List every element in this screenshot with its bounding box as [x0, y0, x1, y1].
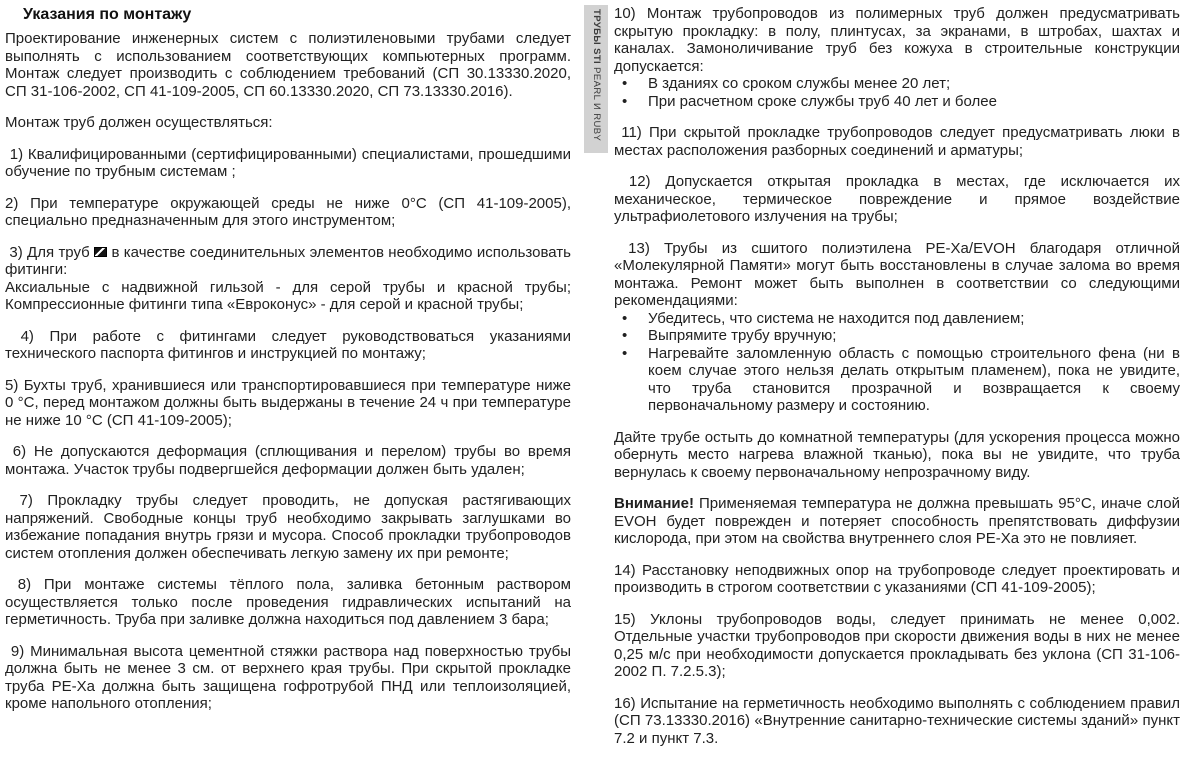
bullet-text: При расчетном сроке службы труб 40 лет и более — [648, 92, 997, 110]
paragraph: Монтаж труб должен осуществляться: — [5, 114, 273, 131]
bullet-icon: • — [622, 75, 628, 92]
bullet-item — [614, 345, 1180, 415]
side-tab-label-regular: PEARL И RUBY — [591, 64, 602, 142]
page-title: Указания по монтажу — [23, 6, 192, 23]
side-tab-column — [584, 5, 608, 153]
paragraph: 12) Допускается открытая прокладка в местах, где исключается их механическое, термическое повреждение и прямое воздействие ультрафиолетового излучения на трубы; — [614, 173, 1180, 225]
paragraph: 11) При скрытой прокладке трубопроводов следует предусматривать люки в местах расположения разборных соединений и арматуры; — [614, 124, 1180, 159]
paragraph-bold-lead: Внимание! — [614, 495, 694, 512]
sti-logo-icon — [94, 247, 107, 257]
paragraph: 7) Прокладку трубы следует проводить, не допуская растягивающих напряжений. Свободные концы труб необходимо закрывать заглушками во избежание попадания внутрь грязи и мусора. Способ прокладки трубопроводов систем отопления должен обеспечивать легкую замену их при ремонте; — [5, 492, 571, 562]
bullet-text: Убедитесь, что система не находится под давлением; — [648, 309, 1025, 327]
bullet-text: Выпрямите трубу вручную; — [648, 327, 837, 344]
paragraph: Проектирование инженерных систем с полиэтиленовыми трубами следует выполнять с использованием соответствующих компьютерных программ. Монтаж следует производить с соблюдением требований (СП 30.13330.2020, СП 31-106-2002, СП 41-109-2005, СП 60.13330.2020, СП 73.13330.2016). — [5, 30, 571, 100]
paragraph: 15) Уклоны трубопроводов воды, следует принимать не менее 0,002. Отдельные участки трубопроводов при скорости движения воды в них не менее 0,25 м/с при необходимости допускается прокладывать без уклона (СП 31-106-2002 П. 7.2.5.3); — [614, 610, 1180, 680]
right-column-blocks — [614, 5, 1180, 747]
paragraph: 3) Для труб в качестве соединительных элементов необходимо использовать фитинги: — [5, 243, 571, 278]
bullet-item — [614, 310, 1180, 328]
bullet-item — [614, 75, 1180, 93]
side-tab-label-bold: ТРУБЫ STI — [591, 9, 602, 65]
right-column — [614, 5, 1180, 761]
paragraph: 9) Минимальная высота цементной стяжки раствора над поверхностью трубы должна быть не менее 3 см. от верхнего края трубы. При скрытой прокладке труба РЕ-Ха должна быть защищена гофротрубой ПНД или теплоизоляцией, кроме напольного отопления; — [5, 642, 571, 712]
paragraph: 13) Трубы из сшитого полиэтилена PE-Xa/EVOH благодаря отличной «Молекулярной Памяти» могут быть восстановлены в случае залома во время монтажа. Ремонт может быть выполнен в соответствии со следующими рекомендациями: — [614, 239, 1180, 309]
bullet-icon: • — [622, 92, 628, 110]
paragraph: 2) При температуре окружающей среды не ниже 0°С (СП 41-109-2005), специально предназначенным для этого инструментом; — [5, 194, 571, 229]
paragraph: Аксиальные с надвижной гильзой - для серой трубы и красной трубы; Компрессионные фитинги типа «Евроконус» - для серой и красной трубы; — [5, 278, 571, 313]
bullet-item — [614, 327, 1180, 345]
paragraph: Дайте трубе остыть до комнатной температуры (для ускорения процесса можно обернуть место нагрева влажной тканью), пока вы не увидите, что труба вернулась к своему первоначальному непрозрачному виду. — [614, 428, 1180, 481]
paragraph: Внимание! Применяемая температура не должна превышать 95°С, иначе слой EVOH будет поврежден и потеряет способность препятствовать диффузии кислорода, при этом на свойства внутреннего слоя PE-Xa это не повлияет. — [614, 495, 1180, 547]
bullet-icon: • — [622, 327, 628, 344]
paragraph: 14) Расстановку неподвижных опор на трубопроводе следует проектировать и производить в строгом соответствии с указаниями (СП 41-109-2005); — [614, 561, 1180, 596]
pipes-side-tab — [584, 5, 608, 153]
paragraph: 4) При работе с фитингами следует руководствоваться указаниями технического паспорта фитингов и инструкцией по монтажу; — [5, 327, 571, 362]
bullet-text: В зданиях со сроком службы менее 20 лет; — [648, 75, 951, 92]
paragraph: 1) Квалифицированными (сертифицированными) специалистами, прошедшими обучение по трубным системам ; — [5, 145, 571, 180]
bullet-item — [614, 93, 1180, 111]
paragraph: 10) Монтаж трубопроводов из полимерных труб должен предусматривать скрытую прокладку: в полу, плинтусах, за экранами, в штробах, шахтах и каналах. Замоноличивание труб без кожуха в строительные конструкции допускается: — [614, 5, 1180, 75]
paragraph: 5) Бухты труб, хранившиеся или транспортировавшиеся при температуре ниже 0 °С, перед монтажом должны быть выдержаны в течение 24 ч при температуре не ниже 10 °С (СП 41-109-2005); — [5, 376, 571, 429]
paragraph: 16) Испытание на герметичность необходимо выполнять с соблюдением правил (СП 73.13330.2016) «Внутренние санитарно-технические системы зданий» пункт 7.2 и пункт 7.3. — [614, 694, 1180, 747]
bullet-icon: • — [622, 344, 628, 362]
paragraph: 6) Не допускаются деформация (сплющивания и перелом) трубы во время монтажа. Участок трубы подвергшейся деформации должен быть удален; — [5, 443, 571, 478]
bullet-list — [614, 310, 1180, 415]
left-column — [5, 5, 571, 727]
paragraph: 8) При монтаже системы тёплого пола, заливка бетонным раствором осуществляется только после проведения гидравлических испытаний на герметичность. Труба при заливке должна находиться под давлением 3 бара; — [5, 576, 571, 628]
left-column-blocks — [5, 30, 571, 713]
bullet-list — [614, 75, 1180, 110]
bullet-text: Нагревайте заломленную область с помощью строительного фена (ни в коем случае этого нельзя делать открытым пламенем), пока не увидите, что труба становится прозрачной и возвращается к своему первоначальному размеру и состоянию. — [648, 344, 1180, 414]
bullet-icon: • — [622, 309, 628, 327]
